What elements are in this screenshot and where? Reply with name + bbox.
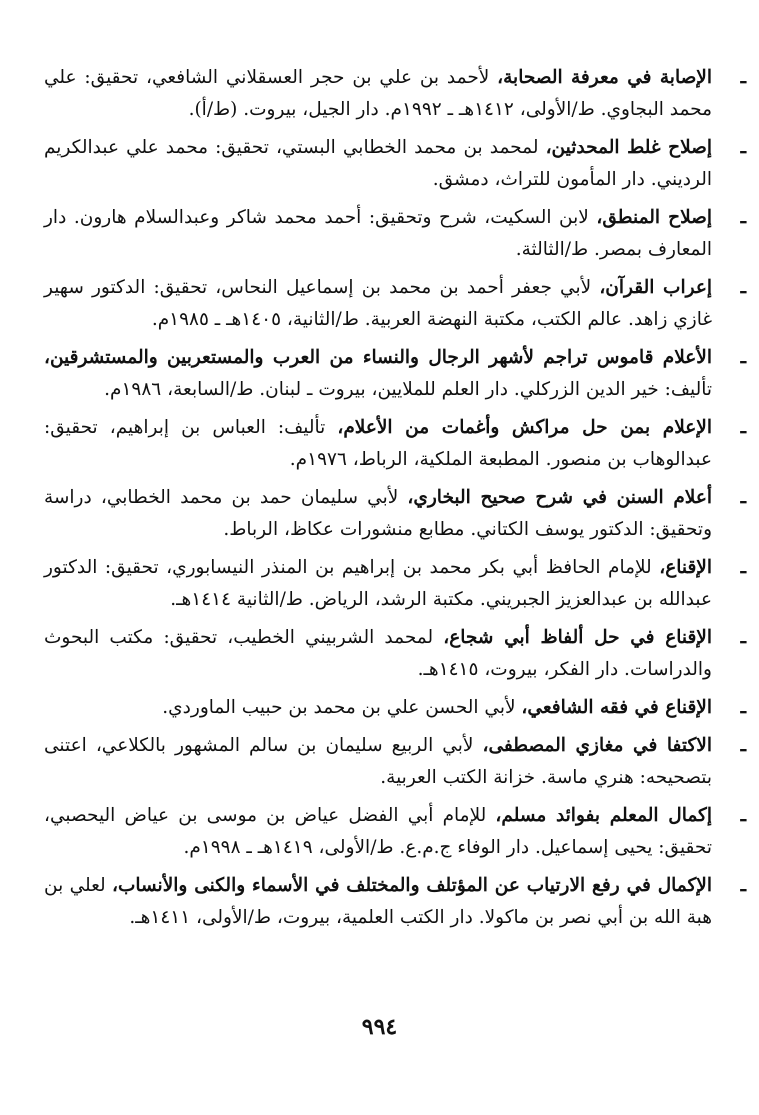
entry-text: للإمام أبي الفضل عياض بن موسى بن عياض اليحصبي، تحقيق: يحيى إسماعيل. دار الوفاء ج.م.ع. ط/الأولى، ١٤١٩هـ ـ ١٩٩٨م. <box>44 805 712 858</box>
entry-dash: ـ <box>740 137 746 158</box>
entry-text: تأليف: العباس بن إبراهيم، تحقيق: عبدالوهاب بن منصور. المطبعة الملكية، الرباط، ١٩٧٦م. <box>44 417 712 470</box>
entry-text: لأبي الربيع سليمان بن سالم المشهور بالكلاعي، اعتنى بتصحيحه: هنري ماسة. خزانة الكتب العربية. <box>44 735 712 788</box>
entry-text: للإمام الحافظ أبي بكر محمد بن إبراهيم بن المنذر النيسابوري، تحقيق: الدكتور عبدالله بن عبدالعزيز الجبريني. مكتبة الرشد، الرياض. ط/الثانية ١٤١٤هـ. <box>44 557 712 610</box>
entry-text: لمحمد بن محمد الخطابي البستي، تحقيق: محمد علي عبدالكريم الرديني. دار المأمون للتراث، دمشق. <box>44 137 712 190</box>
entry-dash: ـ <box>740 735 746 756</box>
bibliography-entry <box>44 730 746 794</box>
entry-dash: ـ <box>740 697 746 718</box>
entry-title: الأعلام قاموس تراجم لأشهر الرجال والنساء من العرب والمستعربين والمستشرقين، <box>44 347 712 368</box>
bibliography-entry <box>44 272 746 336</box>
entry-text: تأليف: خير الدين الزركلي. دار العلم للملايين، بيروت ـ لبنان. ط/السابعة، ١٩٨٦م. <box>104 379 712 400</box>
bibliography-entry <box>44 692 746 724</box>
page-number: ٩٩٤ <box>361 1014 398 1040</box>
bibliography-entry <box>44 622 746 686</box>
entry-dash: ـ <box>740 557 746 578</box>
entry-text: لمحمد الشربيني الخطيب، تحقيق: مكتب البحوث والدراسات. دار الفكر، بيروت، ١٤١٥هـ. <box>44 627 712 680</box>
entry-text: لأبي سليمان حمد بن محمد الخطابي، دراسة وتحقيق: الدكتور يوسف الكتاني. مطابع منشورات عكاظ، الرباط. <box>44 487 712 540</box>
entry-text: لابن السكيت، شرح وتحقيق: أحمد محمد شاكر وعبدالسلام هارون. دار المعارف بمصر. ط/الثالثة. <box>44 207 712 260</box>
entry-dash: ـ <box>740 875 746 896</box>
entry-title: إصلاح المنطق، <box>596 207 712 228</box>
bibliography-entry <box>44 870 746 934</box>
entry-title: أعلام السنن في شرح صحيح البخاري، <box>407 487 712 508</box>
entry-title: الإعلام بمن حل مراكش وأغمات من الأعلام، <box>337 417 712 438</box>
bibliography-entry <box>44 132 746 196</box>
entry-dash: ـ <box>740 805 746 826</box>
entry-dash: ـ <box>740 207 746 228</box>
bibliography-entry <box>44 342 746 406</box>
entry-title: الاكتفا في مغازي المصطفى، <box>482 735 712 756</box>
entry-title: الإكمال في رفع الارتياب عن المؤتلف والمختلف في الأسماء والكنى والأنساب، <box>112 875 713 896</box>
entry-text: لأحمد بن علي بن حجر العسقلاني الشافعي، تحقيق: علي محمد البجاوي. ط/الأولى، ١٤١٢هـ ـ ١٩٩٢م. دار الجيل، بيروت. (ط/أ). <box>44 67 712 120</box>
entry-dash: ـ <box>740 417 746 438</box>
entry-dash: ـ <box>740 67 746 88</box>
entry-dash: ـ <box>740 347 746 368</box>
entry-title: إصلاح غلط المحدثين، <box>545 137 713 158</box>
entry-title: الإصابة في معرفة الصحابة، <box>497 67 712 88</box>
entry-title: الإقناع في حل ألفاظ أبي شجاع، <box>443 627 712 648</box>
bibliography-entry <box>44 62 746 126</box>
entry-title: إكمال المعلم بفوائد مسلم، <box>495 805 712 826</box>
bibliography-entry <box>44 412 746 476</box>
bibliography-entry <box>44 202 746 266</box>
entry-title: إعراب القرآن، <box>599 277 712 298</box>
bibliography-list <box>44 62 746 940</box>
entry-title: الإقناع في فقه الشافعي، <box>521 697 712 718</box>
entry-text: لأبي الحسن علي بن محمد بن حبيب الماوردي. <box>162 697 522 718</box>
entry-dash: ـ <box>740 627 746 648</box>
entry-title: الإقناع، <box>659 557 712 578</box>
entry-text: لأبي جعفر أحمد بن محمد بن إسماعيل النحاس، تحقيق: الدكتور سهير غازي زاهد. عالم الكتب، مكتبة النهضة العربية. ط/الثانية، ١٤٠٥هـ ـ ١٩٨٥م. <box>44 277 712 330</box>
bibliography-entry <box>44 482 746 546</box>
bibliography-entry <box>44 800 746 864</box>
entry-dash: ـ <box>740 277 746 298</box>
bibliography-entry <box>44 552 746 616</box>
entry-text: لعلي بن هبة الله بن أبي نصر بن ماكولا. دار الكتب العلمية، بيروت، ط/الأولى، ١٤١١هـ. <box>44 875 712 928</box>
entry-dash: ـ <box>740 487 746 508</box>
